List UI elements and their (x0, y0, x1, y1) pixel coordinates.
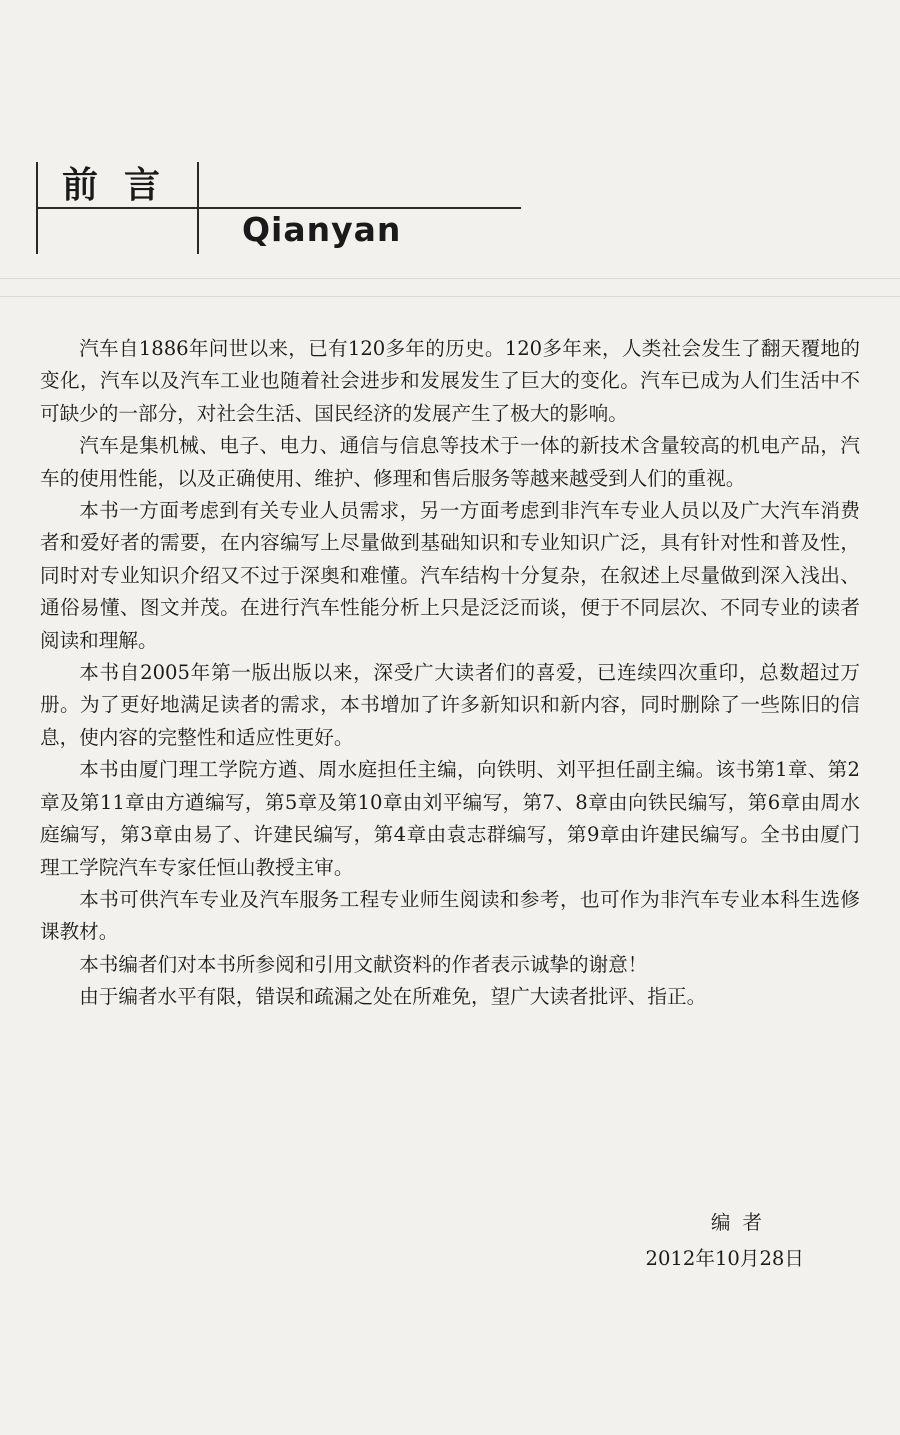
page-header (0, 0, 900, 270)
page-title-pinyin: Qianyan (242, 210, 402, 249)
paragraph: 本书由厦门理工学院方遒、周水庭担任主编，向铁明、刘平担任副主编。该书第1章、第2章及第11章由方遒编写，第5章及第10章由刘平编写，第7、8章由向铁民编写，第6章由周水庭编写，第3章由易了、许建民编写，第4章由袁志群编写，第9章由许建民编写。全书由厦门理工学院汽车专家任恒山教授主审。 (40, 758, 860, 879)
paragraph: 本书可供汽车专业及汽车服务工程专业师生阅读和参考，也可作为非汽车专业本科生选修课教材。 (40, 887, 860, 944)
paragraph: 汽车是集机械、电子、电力、通信与信息等技术于一体的新技术含量较高的机电产品，汽车的使用性能，以及正确使用、维护、修理和售后服务等越来越受到人们的重视。 (40, 434, 860, 490)
signature-author: 编者 (710, 1211, 774, 1234)
paragraph: 由于编者水平有限，错误和疏漏之处在所难免，望广大读者批评、指正。 (79, 985, 707, 1009)
signature-date: 2012年10月28日 (645, 1247, 804, 1271)
preface-body (40, 333, 860, 1014)
page-title: 前言 (62, 165, 187, 206)
paragraph: 本书编者们对本书所参阅和引用文献资料的作者表示诚挚的谢意！ (79, 952, 648, 976)
signature-block (645, 1207, 804, 1276)
paragraph: 汽车自1886年问世以来，已有120多年的历史。120多年来，人类社会发生了翻天覆地的变化，汽车以及汽车工业也随着社会进步和发展发生了巨大的变化。汽车已成为人们生活中不可缺少的一部分，对社会生活、国民经济的发展产生了极大的影响。 (40, 337, 860, 425)
bleed-through-line (0, 278, 900, 279)
paragraph: 本书一方面考虑到有关专业人员需求，另一方面考虑到非汽车专业人员以及广大汽车消费者和爱好者的需要，在内容编写上尽量做到基础知识和专业知识广泛，具有针对性和普及性，同时对专业知识介绍又不过于深奥和难懂。汽车结构十分复杂，在叙述上尽量做到深入浅出、通俗易懂、图文并茂。在进行汽车性能分析上只是泛泛而谈，便于不同层次、不同专业的读者阅读和理解。 (40, 499, 860, 652)
bleed-through-line (0, 296, 900, 297)
paragraph: 本书自2005年第一版出版以来，深受广大读者们的喜爱，已连续四次重印，总数超过万册。为了更好地满足读者的需求，本书增加了许多新知识和新内容，同时删除了一些陈旧的信息，使内容的完整性和适应性更好。 (40, 661, 860, 749)
